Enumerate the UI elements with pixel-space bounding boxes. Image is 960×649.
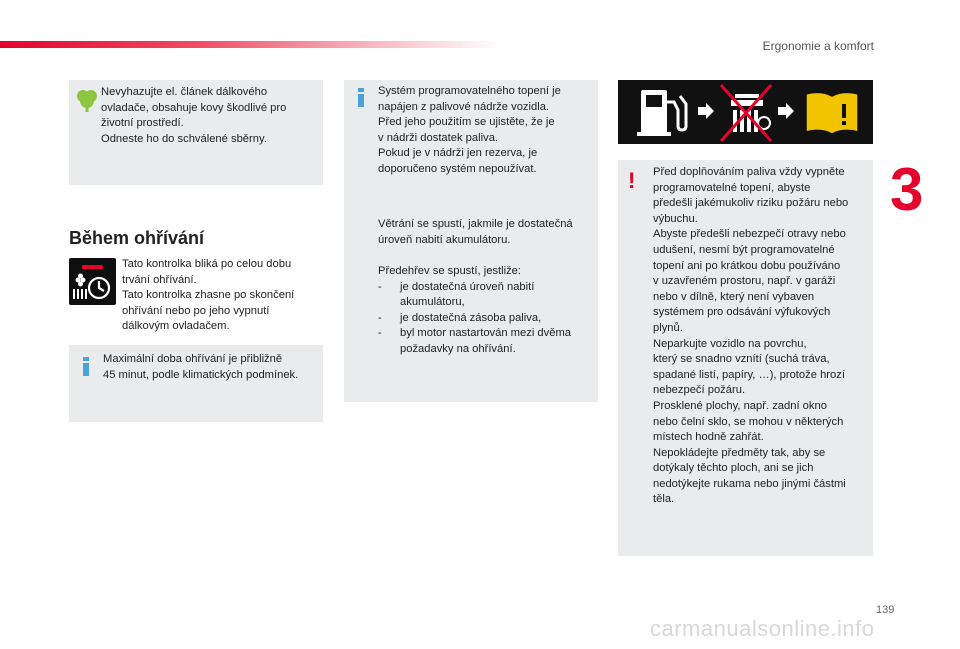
warning-line: nedotýkejte rukama nebo jinými částmi: [653, 477, 846, 490]
list-line: je dostatečná úroveň nabití: [400, 280, 535, 293]
max-duration-note-box: [69, 345, 323, 422]
warning-note-box: [618, 160, 873, 556]
indicator-line: trvání ohřívání.: [122, 273, 197, 286]
warning-line: výbuchu.: [653, 212, 698, 225]
warning-line: předešli jakémukoliv riziku požáru nebo: [653, 197, 849, 210]
list-line: byl motor nastartován mezi dvěma: [400, 327, 571, 340]
note-line: doporučeno systém nepoužívat.: [378, 162, 537, 175]
list-line: je dostatečná zásoba paliva,: [400, 311, 542, 324]
indicator-line: Tato kontrolka bliká po celou dobu: [122, 258, 292, 270]
warning-line: nebo v dílně, který není vybaven: [653, 290, 815, 303]
heater-crossed-icon: [721, 85, 771, 141]
conditions-list: [378, 280, 596, 358]
watermark: carmanualsonline.info: [650, 616, 875, 641]
info-icon: [358, 88, 364, 107]
header-accent-bar: [0, 41, 500, 48]
indicator-line: Tato kontrolka zhasne po skončení: [122, 289, 295, 302]
chapter-number: 3: [890, 156, 924, 223]
section-heading: Během ohřívání: [69, 228, 205, 248]
note-line: napájen z palivové nádrže vozidla.: [378, 100, 550, 113]
warning-line: Před doplňováním paliva vždy vypněte: [653, 166, 845, 178]
warning-line: těla.: [653, 493, 675, 506]
list-dash: -: [378, 280, 382, 293]
list-dash: -: [378, 327, 382, 340]
note-line: Větrání se spustí, jakmile je dostatečná: [378, 218, 573, 230]
note-line: Systém programovatelného topení je: [378, 85, 561, 97]
eco-note-line: životní prostředí.: [101, 117, 184, 130]
note-line: Pokud je v nádrži jen rezerva, je: [378, 147, 538, 160]
eco-note-line: ovladače, obsahuje kovy škodlivé pro: [101, 101, 287, 114]
heater-indicator-lamp: [69, 258, 116, 305]
list-item: [378, 326, 596, 357]
list-dash: -: [378, 311, 382, 324]
warning-line: plynů.: [653, 321, 683, 334]
list-item: [378, 311, 596, 327]
manual-book-icon: [806, 92, 858, 134]
warning-line: Neparkujte vozidlo na povrchu,: [653, 337, 807, 350]
conditions-intro: Předehřev se spustí, jestliže:: [378, 265, 522, 277]
indicator-line: dálkovým ovladačem.: [122, 320, 230, 333]
note-line: úroveň nabití akumulátoru.: [378, 233, 511, 246]
warning-line: Nepokládejte předměty tak, aby se: [653, 446, 826, 459]
warning-line: který se snadno vznítí (suchá tráva,: [653, 353, 830, 366]
info-icon: [83, 357, 89, 376]
note-line: Před jeho použitím se ujistěte, že je: [378, 116, 555, 129]
indicator-description: [122, 257, 322, 335]
indicator-line: ohřívání nebo po jeho vypnutí: [122, 304, 270, 317]
list-line: požadavky na ohřívání.: [400, 342, 516, 355]
warning-line: spadané listí, papíry, …), protože hrozí: [653, 368, 845, 381]
warning-line: Prosklené plochy, např. zadní okno: [653, 399, 827, 412]
warning-line: Abyste předešli nebezpečí otravy nebo: [653, 228, 846, 241]
eco-note-line: Odneste ho do schválené sběrny.: [101, 132, 267, 145]
note-line: 45 minut, podle klimatických podmínek.: [103, 368, 299, 381]
warning-line: programovatelné topení, abyste: [653, 181, 811, 194]
warning-line: topení ani po krátkou dobu používáno: [653, 259, 841, 272]
note-line: v nádrži dostatek paliva.: [378, 131, 499, 144]
refuel-warning-pictogram: [618, 80, 873, 144]
list-line: akumulátoru,: [400, 296, 465, 309]
system-note-box: [344, 80, 598, 402]
list-item: [378, 280, 596, 311]
warning-line: dotýkaly těchto ploch, ani se jich: [653, 462, 814, 475]
arrow-right-icon: [698, 103, 714, 119]
warning-line: místech hodně zahřát.: [653, 431, 764, 444]
page-number: 139: [876, 604, 895, 616]
warning-line: v uzavřeném prostoru, např. v garáži: [653, 275, 836, 288]
warning-icon: !: [628, 168, 636, 193]
heater-timer-icon: [69, 258, 116, 305]
warning-line: systémem pro odsávání výfukových: [653, 306, 831, 319]
note-line: Maximální doba ohřívání je přibližně: [103, 353, 283, 365]
fuel-pump-icon: [637, 90, 686, 136]
eco-note-box: [69, 80, 323, 185]
eco-note-line: Nevyhazujte el. článek dálkového: [101, 86, 268, 98]
leaf-icon: [76, 88, 98, 112]
warning-line: nebo čelní sklo, se mohou v některých: [653, 415, 844, 428]
warning-line: nebezpečí požáru.: [653, 384, 746, 397]
warning-line: udušení, nesmí být programovatelné: [653, 243, 835, 256]
section-title: Ergonomie a komfort: [762, 39, 874, 53]
arrow-right-icon: [778, 103, 794, 119]
